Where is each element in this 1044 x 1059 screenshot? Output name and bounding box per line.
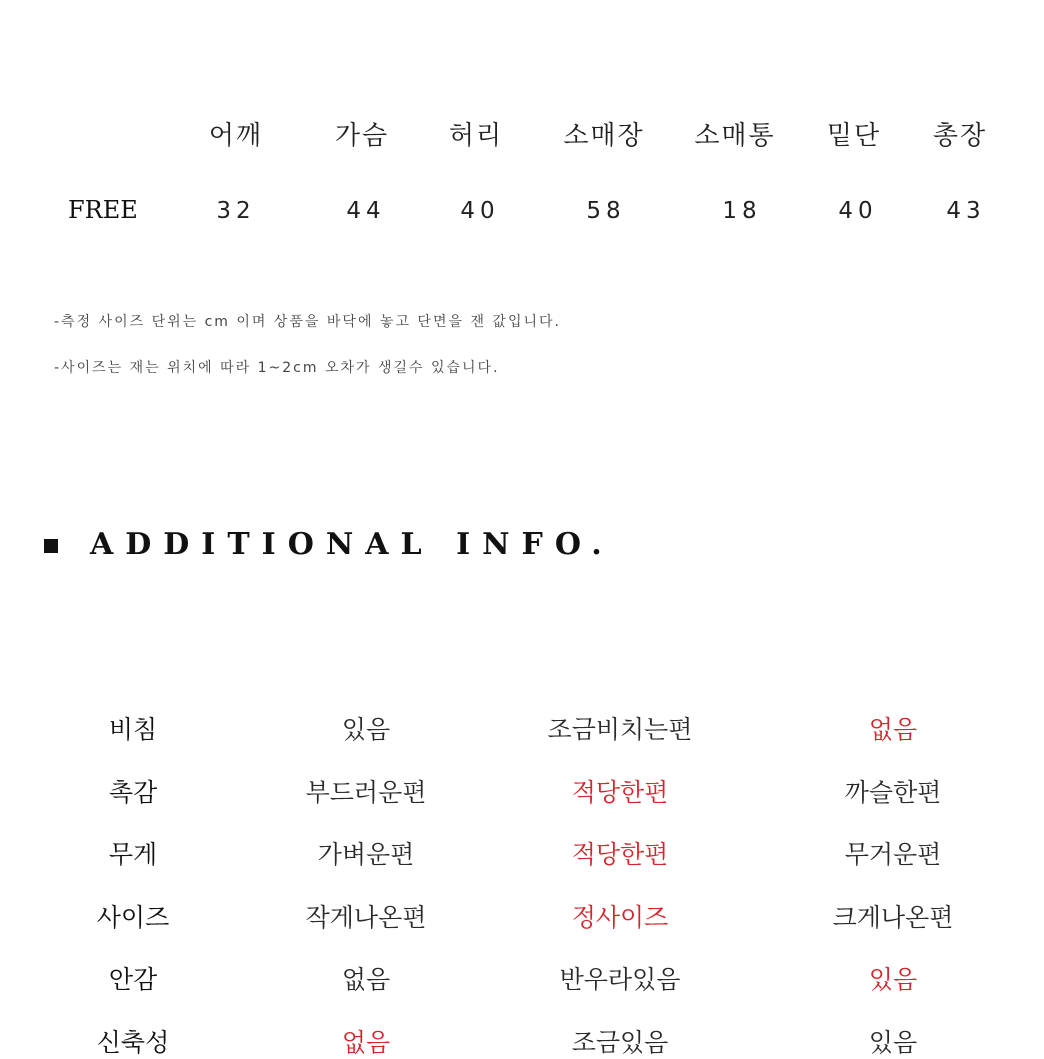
info-option: 있음: [341, 715, 391, 744]
size-value-sleeve-length: 58: [586, 198, 626, 224]
info-option-selected: 적당한편: [571, 778, 669, 807]
size-header-hem: 밑단: [826, 121, 882, 151]
info-option: 무거운편: [844, 840, 942, 869]
size-value-hem: 40: [838, 198, 878, 224]
info-option: 부드러운편: [305, 778, 427, 807]
info-option-selected: 없음: [868, 715, 918, 744]
size-header-chest: 가슴: [334, 121, 390, 151]
info-option: 크게나온편: [832, 903, 954, 932]
size-note-unit: -측정 사이즈 단위는 cm 이며 상품을 바닥에 놓고 단면을 잰 값입니다.: [54, 314, 561, 330]
info-option: 가벼운편: [317, 840, 415, 869]
info-option: 작게나온편: [305, 903, 427, 932]
size-value-sleeve-width: 18: [722, 198, 762, 224]
size-value-waist: 40: [460, 198, 500, 224]
info-option: 까슬한편: [844, 778, 942, 807]
info-option: 반우라있음: [559, 965, 681, 994]
info-row-label: 무게: [108, 840, 158, 869]
info-option: 없음: [341, 965, 391, 994]
size-value-shoulder: 32: [216, 198, 256, 224]
info-option-selected: 있음: [868, 965, 918, 994]
info-row-label: 비침: [108, 715, 158, 744]
info-option-selected: 적당한편: [571, 840, 669, 869]
size-value-total-length: 43: [946, 198, 986, 224]
info-option: 조금있음: [571, 1028, 669, 1057]
size-header-shoulder: 어깨: [208, 121, 264, 151]
info-option-selected: 정사이즈: [571, 903, 669, 932]
info-row-label: 사이즈: [96, 903, 170, 932]
size-value-chest: 44: [346, 198, 386, 224]
info-row-label: 촉감: [108, 778, 158, 807]
info-row-label: 신축성: [96, 1028, 170, 1057]
additional-info-title: ADDITIONAL INFO.: [90, 527, 614, 562]
size-row-label: FREE: [68, 196, 138, 224]
info-row-label: 안감: [108, 965, 158, 994]
section-bullet-icon: [44, 539, 58, 553]
size-header-sleeve-length: 소매장: [563, 121, 645, 151]
info-option-selected: 없음: [341, 1028, 391, 1057]
size-header-total-length: 총장: [932, 121, 988, 151]
info-option: 조금비치는편: [547, 715, 693, 744]
size-header-waist: 허리: [448, 121, 504, 151]
size-header-sleeve-width: 소매통: [694, 121, 776, 151]
size-note-tolerance: -사이즈는 재는 위치에 따라 1~2cm 오차가 생길수 있습니다.: [54, 360, 500, 376]
info-option: 있음: [868, 1028, 918, 1057]
